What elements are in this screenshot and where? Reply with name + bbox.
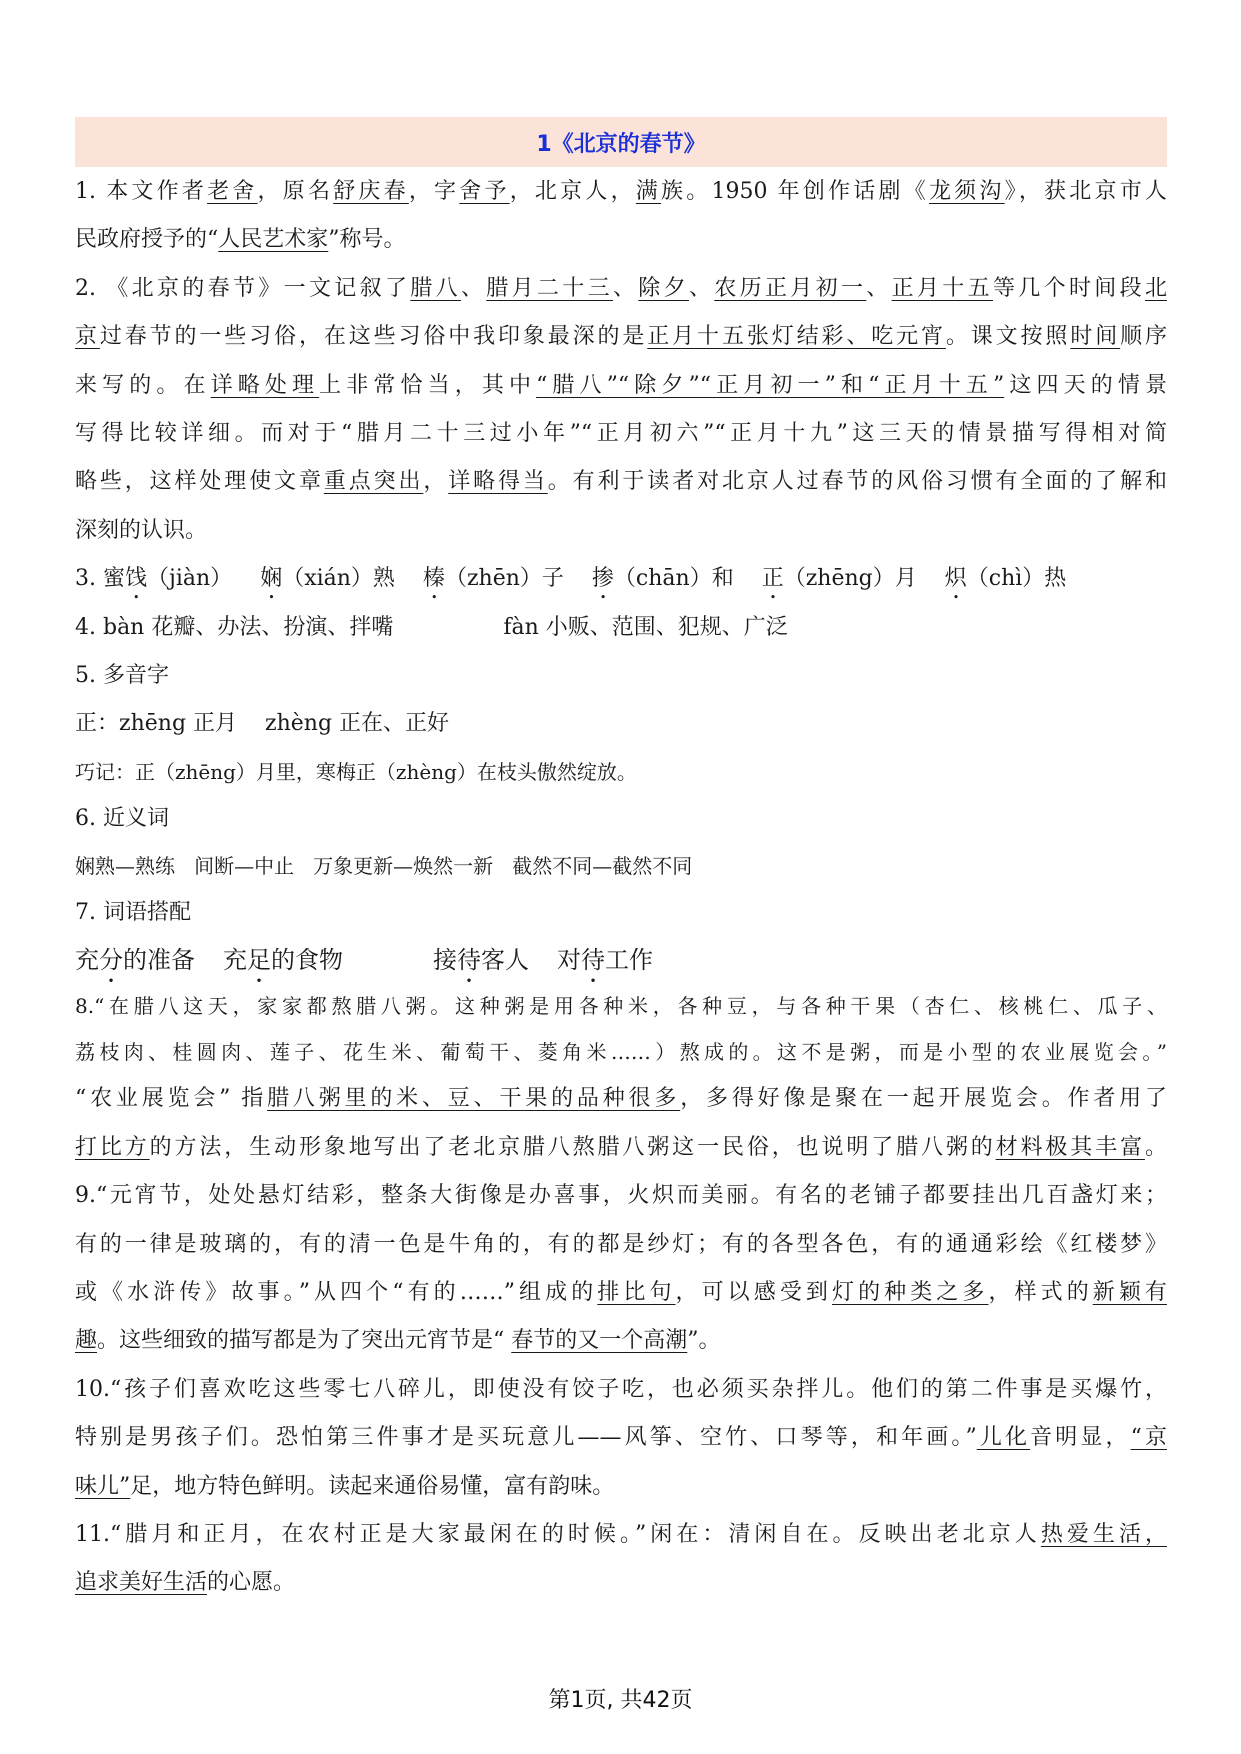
ethnicity: 满 xyxy=(635,179,662,204)
item-2-line-4: 写得比较详细。而对于“腊月二十三过小年”“正月初六”“正月十九”这三天的情景描写得相对简 xyxy=(75,420,1167,446)
item-5-tip: 巧记：正（zhēng）月里，寒梅正（zhèng）在枝头傲然绽放。 xyxy=(75,759,637,784)
item-2-line-6: 深刻的认识。 xyxy=(75,517,208,543)
item-7-heading: 7. 词语搭配 xyxy=(75,900,191,926)
section-title: 1《北京的春节》 xyxy=(536,131,706,157)
item-8-quote-2: 荔枝肉、桂圆肉、莲子、花生米、葡萄干、菱角米……）熬成的。这不是粥，而是小型的农业展览会。” xyxy=(75,1040,1167,1065)
item-9-line-1: 9.“元宵节，处处悬灯结彩，整条大街像是办喜事，火炽而美丽。有名的老铺子都要挂出几百盏灯来； xyxy=(75,1183,1167,1209)
courtesy-name: 舍予 xyxy=(459,179,510,204)
item-2-line-2: 京过春节的一些习俗，在这些习俗中我印象最深的是正月十五张灯结彩、吃元宵。课文按照时间顺序 xyxy=(75,324,1167,350)
author-name: 老舍 xyxy=(207,179,258,204)
item-2-line-5: 略些，这样处理使文章重点突出，详略得当。有利于读者对北京人过春节的风俗习惯有全面的了解和 xyxy=(75,469,1167,495)
item-9-line-3: 或《水浒传》故事。”从四个“有的……”组成的排比句，可以感受到灯的种类之多，样式的新颖有 xyxy=(75,1280,1167,1306)
item-8-line-3: “农业展览会” 指腊八粥里的米、豆、干果的品种很多，多得好像是聚在一起开展览会。作者用了 xyxy=(75,1086,1167,1112)
item-11-line-2: 追求美好生活的心愿。 xyxy=(75,1570,296,1596)
section-title-bar xyxy=(75,117,1167,167)
item-6-synonyms: 娴熟—熟练 间断—中止 万象更新—焕然一新 截然不同—截然不同 xyxy=(75,854,693,879)
item-2-line-3: 来写的。在详略处理上非常恰当，其中“腊八”“除夕”“正月初一”和“正月十五”这四天的情景 xyxy=(75,372,1167,398)
honor-title: 人民艺术家 xyxy=(218,227,329,253)
item-9-line-2: 有的一律是玻璃的，有的清一色是牛角的，有的都是纱灯；有的各型各色，有的通通彩绘《红楼梦》 xyxy=(75,1231,1167,1257)
item-7-collocations: 充分的准备 充足的食物 接待客人 对待工作 xyxy=(75,946,653,975)
document-body xyxy=(75,168,1167,1608)
item-10-line-2: 特别是男孩子们。恐怕第三件事才是买玩意儿——风筝、空竹、口琴等，和年画。”儿化音明显，“京 xyxy=(75,1425,1167,1451)
play-title: 龙须沟 xyxy=(928,179,1005,204)
item-4-line: 4. bàn 花瓣、办法、扮演、拌嘴 fàn 小贩、范围、犯规、广泛 xyxy=(75,614,788,640)
item-2-line-1: 2. 《北京的春节》一文记叙了腊八、腊月二十三、除夕、农历正月初一、正月十五等几个时间段北 xyxy=(75,275,1167,301)
item-1-line-2: 民政府授予的“人民艺术家”称号。 xyxy=(75,227,406,253)
item-8-line-4: 打比方的方法，生动形象地写出了老北京腊八熬腊八粥这一民俗，也说明了腊八粥的材料极其丰富。 xyxy=(75,1134,1167,1160)
item-8-quote-1: 8.“在腊八这天，家家都熬腊八粥。这种粥是用各种米，各种豆，与各种干果（杏仁、核桃仁、瓜子、 xyxy=(75,994,1167,1019)
item-10-line-1: 10.“孩子们喜欢吃这些零七八碎儿，即使没有饺子吃，也必须买杂拌儿。他们的第二件事是买爆竹， xyxy=(75,1376,1167,1402)
item-5-line-1: 正：zhēng 正月 zhèng 正在、正好 xyxy=(75,711,450,737)
item-6-heading: 6. 近义词 xyxy=(75,805,169,831)
item-10-line-3: 味儿”足，地方特色鲜明。读起来通俗易懂，富有韵味。 xyxy=(75,1473,615,1499)
item-9-line-4: 趣。这些细致的描写都是为了突出元宵节是“ 春节的又一个高潮”。 xyxy=(75,1328,721,1354)
page-footer: 第1页, 共42页 xyxy=(548,1688,693,1713)
real-name: 舒庆春 xyxy=(333,179,409,204)
item-1-line-1: 1. 本文作者老舍，原名舒庆春，字舍予，北京人，满族。1950 年创作话剧《龙须沟》，获北京市人 xyxy=(75,179,1167,204)
item-5-heading: 5. 多音字 xyxy=(75,662,169,688)
item-3-pronunciation-line: 3. 蜜饯（jiàn） 娴（xián）熟 榛（zhēn）子 掺（chān）和 正（zhēng）月 炽（chì）热 xyxy=(75,566,1067,592)
item-11-line-1: 11.“腊月和正月，在农村正是大家最闲在的时候。”闲在：清闲自在。反映出老北京人热爱生活， xyxy=(75,1521,1167,1547)
